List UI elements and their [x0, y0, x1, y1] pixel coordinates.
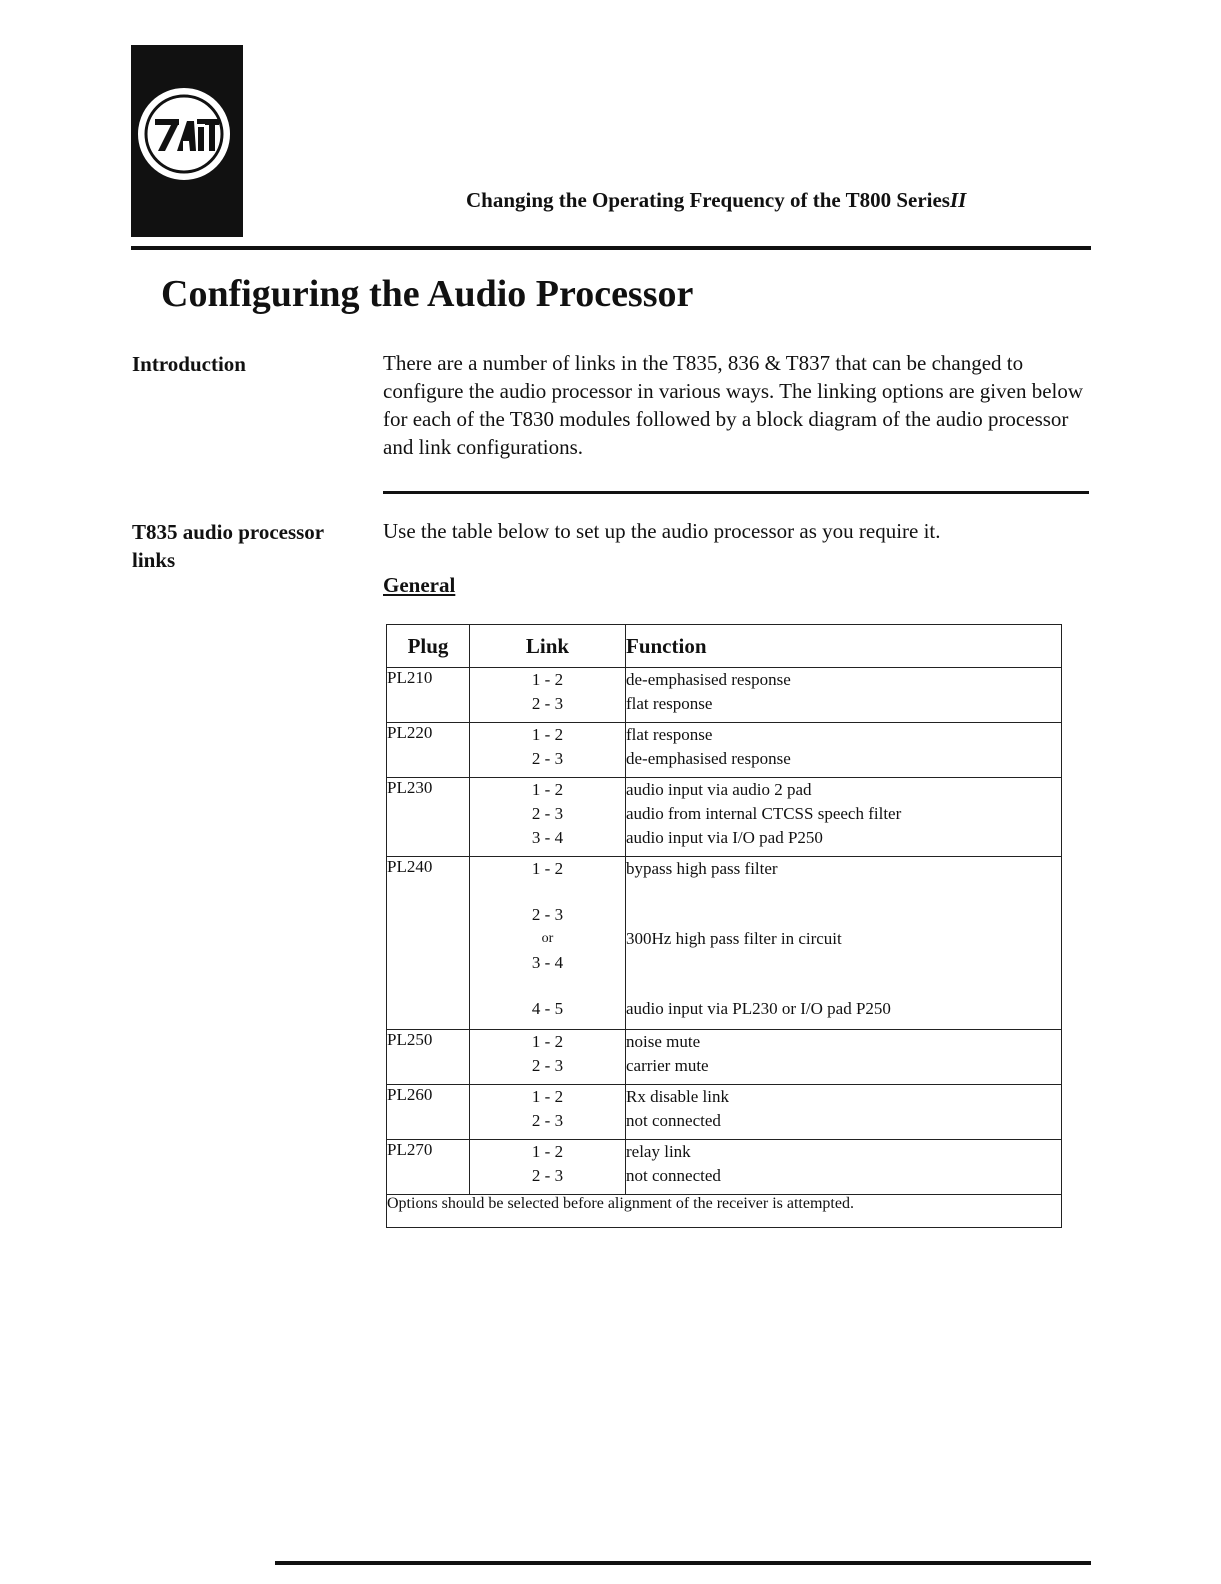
tait-logo [138, 88, 230, 180]
link-cell [470, 723, 626, 778]
link-value: 2 - 3 [531, 905, 564, 924]
function-cell [626, 1085, 1062, 1140]
header-function: Function [626, 625, 1062, 668]
link-value: 2 - 3 [531, 804, 564, 823]
link-cell [470, 857, 626, 1030]
link-value: 2 - 3 [531, 749, 564, 768]
table-row [387, 1085, 1062, 1140]
link-value: 4 - 5 [531, 999, 564, 1018]
link-value: 1 - 2 [531, 1032, 564, 1051]
row-spacer [470, 975, 625, 997]
function-value: audio input via PL230 or I/O pad P250 [626, 999, 891, 1018]
link-value: 1 - 2 [531, 725, 564, 744]
function-value: flat response [626, 694, 713, 713]
introduction-label: Introduction [132, 352, 246, 376]
row-spacer [626, 975, 1061, 997]
function-value: not connected [626, 1166, 721, 1185]
table-row [387, 857, 1062, 1030]
function-value: carrier mute [626, 1056, 709, 1075]
row-spacer [470, 881, 625, 903]
link-cell [470, 778, 626, 857]
row-spacer [626, 951, 1061, 975]
link-cell [470, 1085, 626, 1140]
section-rule [383, 491, 1089, 494]
function-value: Rx disable link [626, 1087, 729, 1106]
function-value: 300Hz high pass filter in circuit [626, 929, 842, 948]
function-value: audio from internal CTCSS speech filter [626, 804, 902, 823]
link-cell [470, 1030, 626, 1085]
running-header-main: Changing the Operating Frequency of the T800 Series [466, 188, 950, 212]
function-cell [626, 1030, 1062, 1085]
function-cell [626, 723, 1062, 778]
plug-cell: PL210 [387, 668, 470, 723]
table-row [387, 668, 1062, 723]
table-row [387, 723, 1062, 778]
link-or-text: or [541, 931, 554, 946]
link-value: 2 - 3 [531, 694, 564, 713]
running-header [466, 188, 1046, 213]
function-value: audio input via I/O pad P250 [626, 828, 823, 847]
link-value: 2 - 3 [531, 1056, 564, 1075]
plug-cell: PL270 [387, 1140, 470, 1195]
t835-intro-text: Use the table below to set up the audio processor as you require it. [383, 519, 941, 543]
table-header-row [387, 625, 1062, 668]
row-spacer [626, 903, 1061, 927]
link-value: 1 - 2 [531, 780, 564, 799]
function-value: relay link [626, 1142, 691, 1161]
link-value: 1 - 2 [531, 859, 564, 878]
plug-cell: PL220 [387, 723, 470, 778]
link-value: 1 - 2 [531, 1087, 564, 1106]
function-cell [626, 1140, 1062, 1195]
function-cell [626, 778, 1062, 857]
table-row [387, 778, 1062, 857]
footer-rule [275, 1561, 1091, 1565]
table-row [387, 1030, 1062, 1085]
audio-links-table [386, 624, 1062, 1228]
link-cell [470, 1140, 626, 1195]
link-value: 3 - 4 [531, 953, 564, 972]
header-link: Link [470, 625, 626, 668]
table-row [387, 1140, 1062, 1195]
table-note-row [387, 1195, 1062, 1228]
plug-cell: PL240 [387, 857, 470, 1030]
function-value: de-emphasised response [626, 749, 791, 768]
link-cell [470, 668, 626, 723]
t835-label: T835 audio processor links [132, 520, 324, 572]
link-value: 1 - 2 [531, 670, 564, 689]
running-header-suffix: II [949, 188, 967, 212]
link-value: 1 - 2 [531, 1142, 564, 1161]
function-value: bypass high pass filter [626, 859, 778, 878]
introduction-text: There are a number of links in the T835, 836 & T837 that can be changed to configure the audio processor in various ways. The linking options are given below for each of the T830 modules followed by a block diagram of the audio processor and link configurations. [383, 351, 1084, 459]
function-cell [626, 857, 1062, 1030]
link-value: 2 - 3 [531, 1111, 564, 1130]
function-value: flat response [626, 725, 713, 744]
plug-cell: PL230 [387, 778, 470, 857]
function-value: audio input via audio 2 pad [626, 780, 812, 799]
function-value: not connected [626, 1111, 721, 1130]
link-value: 3 - 4 [531, 828, 564, 847]
function-value: noise mute [626, 1032, 701, 1051]
plug-cell: PL260 [387, 1085, 470, 1140]
header-rule [131, 246, 1091, 250]
general-subheading: General [383, 573, 456, 597]
function-cell [626, 668, 1062, 723]
row-spacer [626, 881, 1061, 903]
function-value: de-emphasised response [626, 670, 791, 689]
link-value: 2 - 3 [531, 1166, 564, 1185]
page-title: Configuring the Audio Processor [161, 273, 694, 315]
table-note: Options should be selected before alignment of the receiver is attempted. [387, 1195, 1062, 1228]
plug-cell: PL250 [387, 1030, 470, 1085]
tait-logo-icon [141, 91, 227, 177]
header-plug: Plug [387, 625, 470, 668]
tait-logo-block [131, 45, 243, 237]
